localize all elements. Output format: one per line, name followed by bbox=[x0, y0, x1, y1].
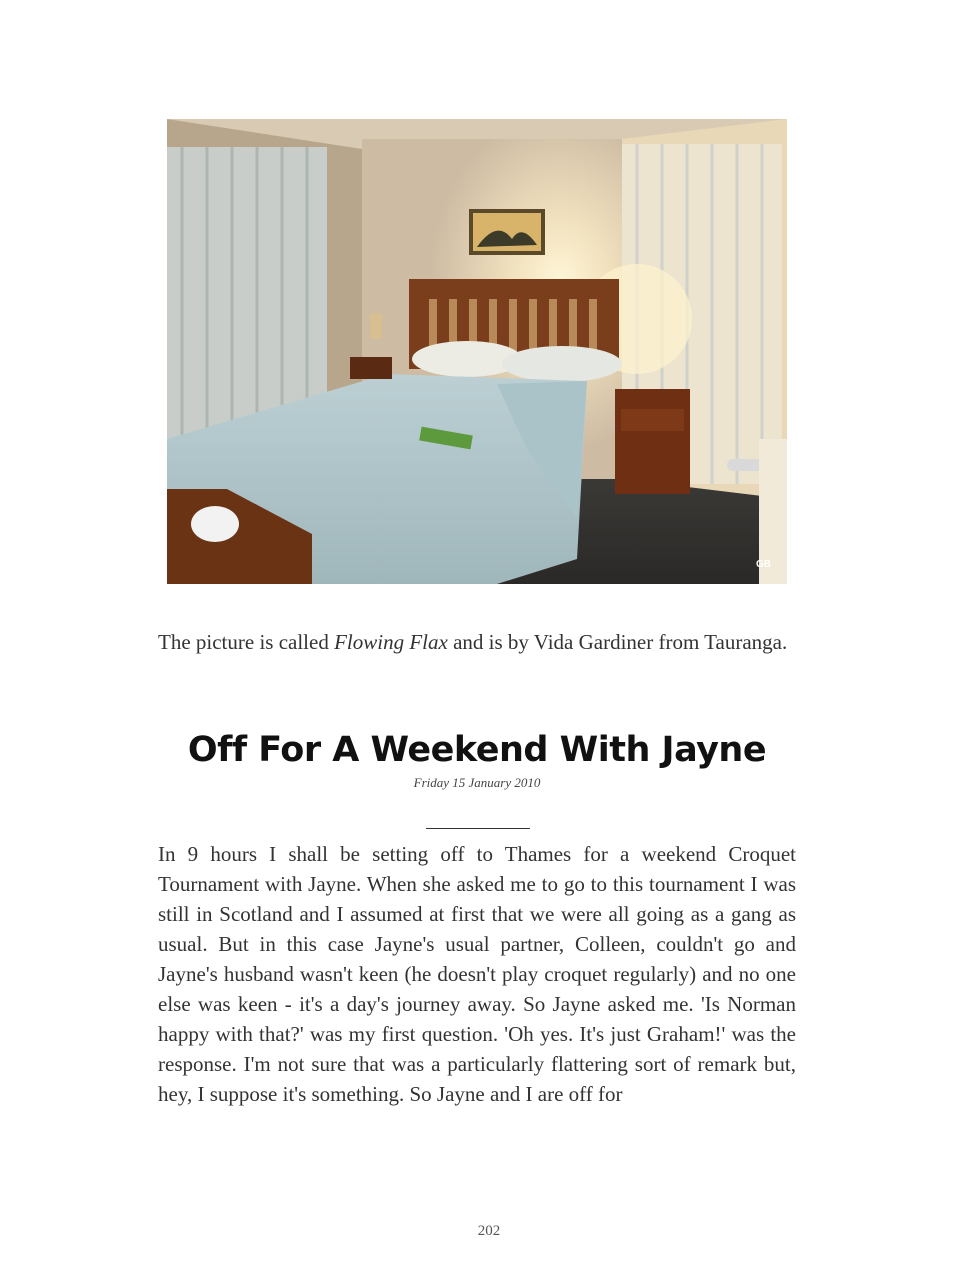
painting-title: Flowing Flax bbox=[334, 630, 448, 654]
entry-title: Off For A Weekend With Jayne bbox=[187, 730, 767, 770]
entry-body: In 9 hours I shall be setting off to Thames for a weekend Croquet Tournament with Jayne. When she asked me to go to this tournament I was still in Scotland and I assumed at first that we were all going as a gang as usual. But in this case Jayne's usual partner, Colleen, couldn't go and Jayne's husband wasn't keen (he doesn't play croquet regularly) and no one else was keen - it's a day's journey away. So Jayne asked me. 'Is Norman happy with that?' was my first question. 'Oh yes. It's just Graham!' was the response. I'm not sure that was a particularly flattering sort of remark but, hey, I suppose it's something. So Jayne and I are off for bbox=[158, 842, 796, 1106]
caption-text-before: The picture is called bbox=[158, 630, 335, 654]
separator-rule bbox=[426, 828, 530, 829]
photo-caption bbox=[158, 627, 796, 657]
caption-text-after: and is by Vida Gardiner from Tauranga. bbox=[447, 630, 788, 654]
entry-date: Friday 15 January 2010 bbox=[413, 775, 541, 790]
bedroom-photo bbox=[167, 119, 787, 584]
photo-watermark: GB bbox=[756, 559, 771, 570]
bedroom-photo-drawing bbox=[167, 119, 787, 584]
page-number: 202 bbox=[477, 1223, 501, 1239]
